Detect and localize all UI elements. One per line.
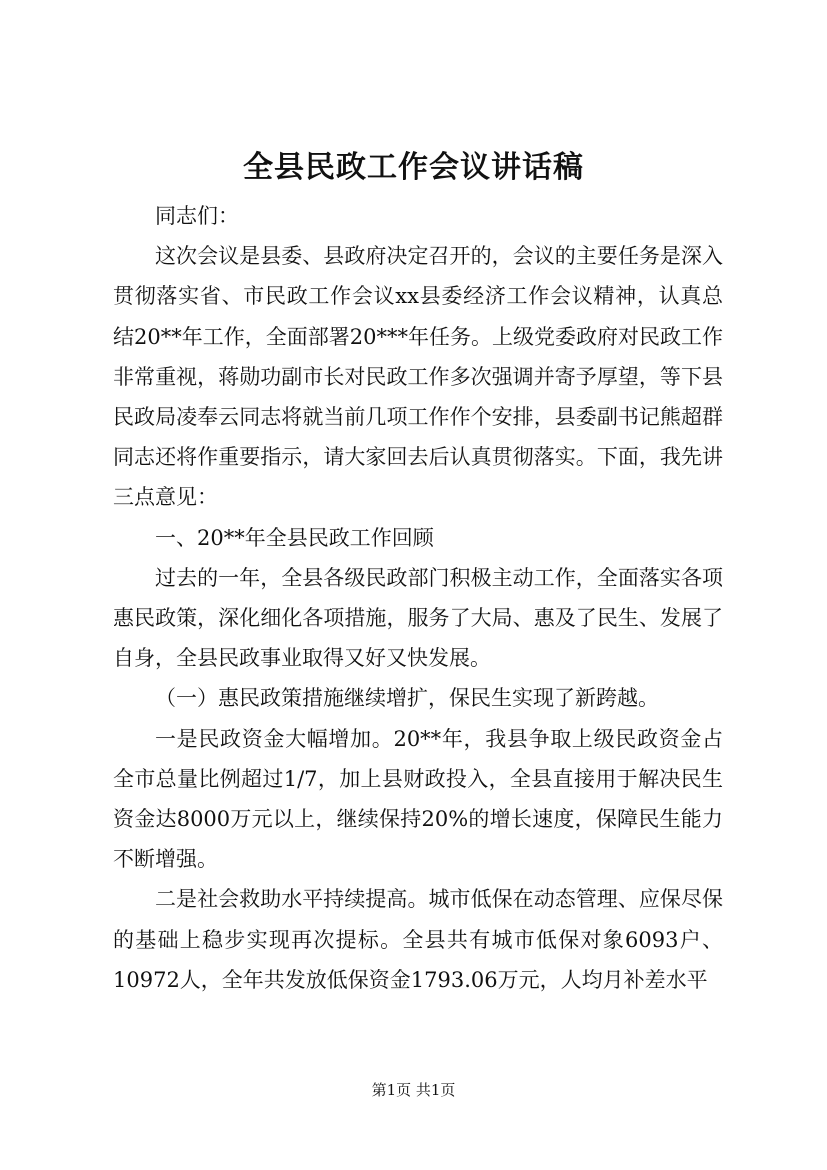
subsection-heading: （一）惠民政策措施继续增扩，保民生实现了新跨越。 (155, 686, 659, 711)
page-title: 全县民政工作会议讲话稿 (243, 150, 584, 185)
review-paragraph: 过去的一年，全县各级民政部门积极主动工作，全面落实各项惠民政策，深化细化各项措施，服务了大局、惠及了民生、发展了自身，全县民政事业取得又好又快发展。 (113, 565, 723, 671)
document-body (113, 196, 723, 1000)
intro-paragraph: 这次会议是县委、县政府决定召开的，会议的主要任务是深入贯彻落实省、市民政工作会议xx县委经济工作会议精神，认真总结20**年工作，全面部署20***年任务。上级党委政府对民政工作非常重视，蒋勋功副市长对民政工作多次强调并寄予厚望，等下县民政局凌奉云同志将就当前几项工作作个安排，县委副书记熊超群同志还将作重要指示，请大家回去后认真贯彻落实。下面，我先讲三点意见： (113, 244, 723, 510)
salutation-paragraph: 同志们： (155, 204, 239, 228)
section-heading: 一、20**年全县民政工作回顾 (155, 525, 434, 550)
page-footer: 第1页 共1页 (371, 1081, 456, 1099)
funding-paragraph: 一是民政资金大幅增加。20**年，我县争取上级民政资金占全市总量比例超过1/7，加上县财政投入，全县直接用于解决民生资金达8000万元以上，继续保持20%的增长速度，保障民生能力不断增强。 (113, 726, 723, 872)
assistance-paragraph: 二是社会救助水平持续提高。城市低保在动态管理、应保尽保的基础上稳步实现再次提标。全县共有城市低保对象6093户、10972人，全年共发放低保资金1793.06万元，人均月补差水平 (113, 887, 723, 992)
